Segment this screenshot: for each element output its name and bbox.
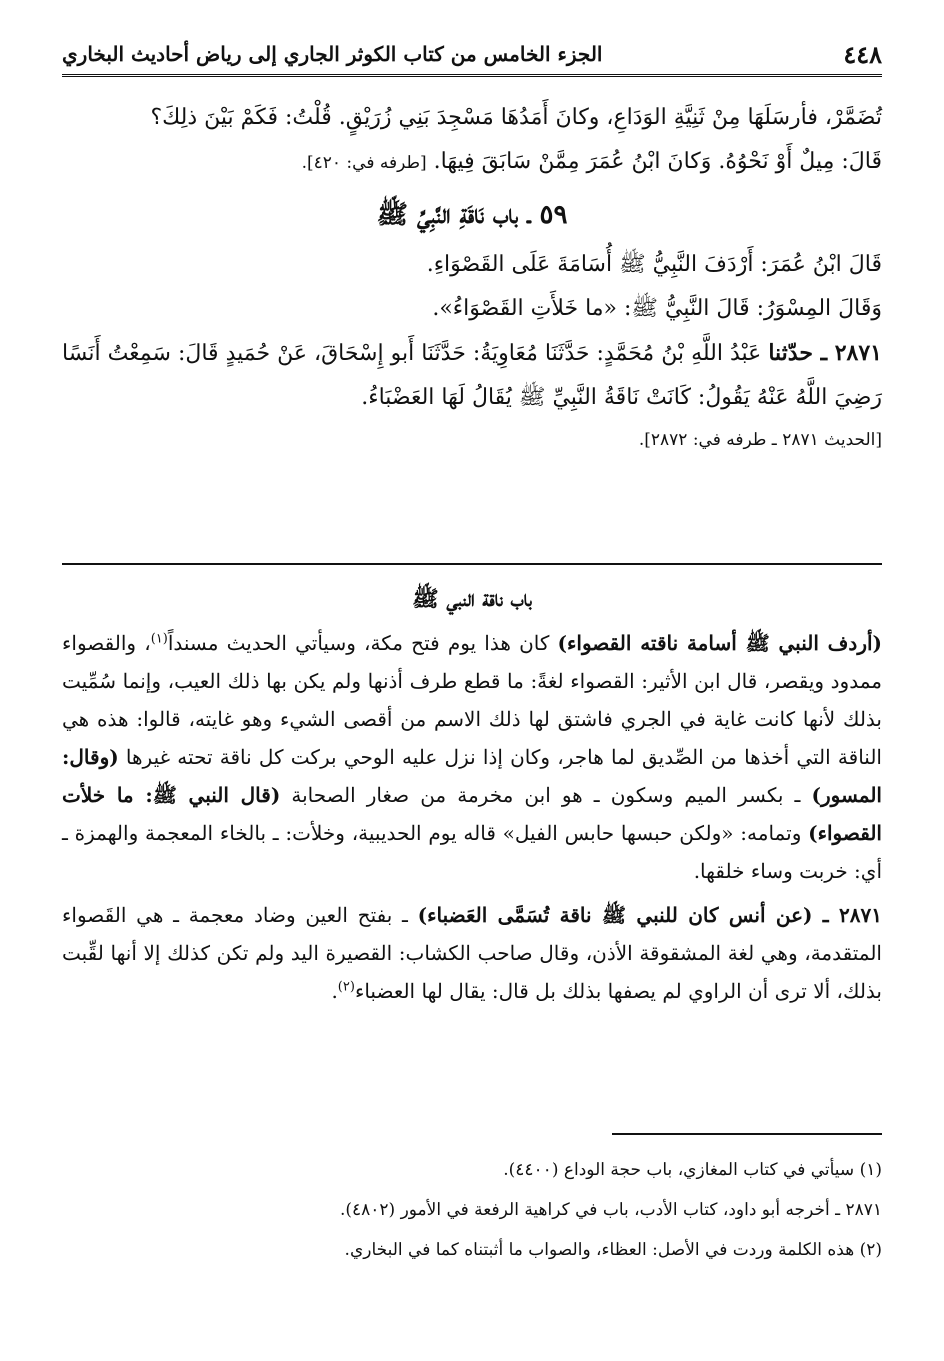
page-header <box>62 34 882 77</box>
hadith-body: عَبْدُ اللَّهِ بْنُ مُحَمَّدٍ: حَدَّثَنَا مُعَاوِيَةُ: حَدَّثَنَا أَبو إِسْحَاقَ، عَنْ حُمَيدٍ قَالَ: سَمِعْتُ أَنَسًا رَضِيَ اللَّهُ عَنْهُ يَقُولُ: كَانَتْ نَاقَةُ النَّبِيِّ ﷺ يُقَالُ لَهَا العَضْبَاءُ. <box>62 341 882 410</box>
cross-reference: [طرفه في: ٤٢٠]. <box>301 153 427 173</box>
commentary-text: ـ بفتح العين وضاد معجمة ـ هي القَصواء المتقدمة، وهي لغة المشقوقة الأذن، وقال صاحب الكشاب: القصيرة اليد ولم تكن كذلك إلا أنها لقِّبت بذلك، ألا ترى أن الراوي لم يصفها بذلك بل قال: يقال لها العضباء <box>62 903 882 1003</box>
quoted-phrase: (أردف النبي ﷺ أسامة ناقته القصواء) <box>557 631 882 655</box>
commentary-text: . <box>331 979 338 1003</box>
commentary-section <box>62 580 882 1010</box>
footnote-marker: (١) <box>150 631 168 647</box>
section-divider <box>62 563 882 565</box>
commentary-text: ، والقصواء ممدود ويقصر، قال ابن الأثير: القصواء لغةً: ما قطع طرف أذنها ولم يكن بها ذلك العيب، وإنما سُمِّيت بذلك لأنها كانت غاية في الجري فاشتق لها ذلك الاسم من أقصى الشيء وهو غايته، قالوا: هذه هي الناقة التي أخذها من الصِّديق لما هاجر، وكان إذا نزل عليه الوحي بركت كل ناقة تحته غيرها <box>62 631 882 769</box>
quoted-phrase: (قال النبي ﷺ: ما خلأت القصواء) <box>62 783 882 845</box>
commentary-paragraph <box>62 896 882 1010</box>
footnote: (١) سيأتي في كتاب المغازي، باب حجة الوداع (٤٤٠٠). <box>503 1160 882 1180</box>
commentary-heading: باب ناقة النبي ﷺ <box>412 586 532 612</box>
hadith-text-section <box>62 96 882 456</box>
commentary-text: ـ بكسر الميم وسكون ـ هو ابن مخرمة من صغار الصحابة <box>280 783 812 807</box>
commentary-paragraph <box>62 624 882 890</box>
footnote-divider <box>612 1133 882 1135</box>
quoted-phrase: (وقال: المسور) <box>62 745 882 807</box>
commentary-text: كان هذا يوم فتح مكة، وسيأتي الحديث مسنداً <box>167 631 558 655</box>
quoted-phrase: ٢٨٧١ ـ (عن أنس كان للنبي ﷺ ناقة تُسَمَّى العَضباء) <box>417 903 882 927</box>
running-title: الجزء الخامس من كتاب الكوثر الجاري إلى رياض أحاديث البخاري <box>62 42 603 66</box>
page-number: ٤٤٨ <box>843 39 882 69</box>
footnote: ٢٨٧١ ـ أخرجه أبو داود، كتاب الأدب، باب في كراهية الرفعة في الأمور (٤٨٠٢). <box>339 1200 882 1220</box>
chapter-heading: ٥٩ ـ باب نَاقَةِ النَّبِيِّ ﷺ <box>376 200 568 230</box>
matn-line <box>62 140 882 185</box>
commentary-text: وتمامه: «ولكن حبسها حابس الفيل» قاله يوم الحديبية، وخلأت: ـ بالخاء المعجمة والهمزة ـ أي: خربت وساء خلقها. <box>62 821 882 883</box>
footnotes <box>62 1150 882 1270</box>
hadith-number: ٢٨٧١ ـ حدّثنا <box>768 340 882 366</box>
footnote-marker: (٢) <box>337 979 355 995</box>
footnote: (٢) هذه الكلمة وردت في الأصل: العظاء، والصواب ما أثبتناه كما في البخاري. <box>344 1240 882 1260</box>
hadith-paragraph <box>62 331 882 420</box>
matn-line: وَقَالَ المِسْوَرُ: قَالَ النَّبِيُّ ﷺ: «ما خَلأَتِ القَصْوَاءُ». <box>432 296 882 321</box>
matn-line-text: قَالَ: مِيلٌ أَوْ نَحْوُهُ. وَكانَ ابْنُ عُمَرَ مِمَّنْ سَابَقَ فِيهَا. <box>433 149 882 174</box>
hadith-cross-reference: [الحديث ٢٨٧١ ـ طرفه في: ٢٨٧٢]. <box>638 430 882 450</box>
matn-line: تُضَمَّرْ، فأرسَلَهَا مِنْ ثَنِيَّةِ الوَدَاعِ، وكانَ أَمَدُهَا مَسْجِدَ بَنِي زُرَيْقٍ. قُلْتُ: فَكَمْ بَيْنَ ذلِكَ؟ <box>150 105 882 130</box>
matn-line: قَالَ ابْنُ عُمَرَ: أَرْدَفَ النَّبِيُّ ﷺ أُسَامَةَ عَلَى القَصْوَاءِ. <box>426 252 882 277</box>
